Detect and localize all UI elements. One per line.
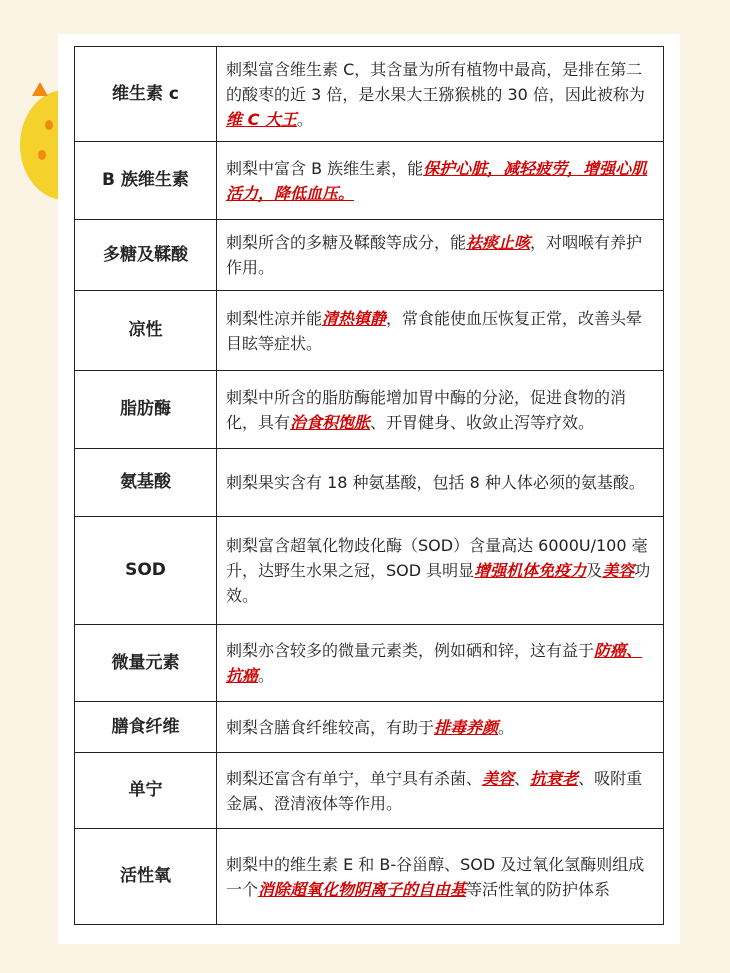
description-text: 、 <box>514 768 531 788</box>
description-text: 功效。 <box>226 561 651 605</box>
highlight-text: 保护心脏，减轻疲劳，增强心肌活力，降低血压。 <box>226 158 648 203</box>
table-row <box>75 449 664 517</box>
nutrient-description <box>217 47 664 142</box>
description-text: 刺梨中富含 B 族维生素，能 <box>226 158 424 178</box>
description-text: 、吸附重金属、澄清液体等作用。 <box>226 768 643 813</box>
table-row <box>75 291 664 371</box>
description-text: 刺梨含膳食纤维较高，有助于 <box>226 717 435 737</box>
nutrient-description <box>217 829 664 925</box>
content-card <box>58 34 680 944</box>
fruit-spike <box>32 82 48 96</box>
nutrient-name: 膳食纤维 <box>75 702 217 753</box>
highlight-text: 维 C 大王 <box>226 109 297 129</box>
nutrient-name: SOD <box>75 517 217 625</box>
highlight-text: 消除超氧化物阴离子的自由基 <box>258 879 467 899</box>
highlight-text: 治食积饱胀 <box>290 412 371 432</box>
table-row <box>75 625 664 702</box>
nutrient-name: B 族维生素 <box>75 142 217 220</box>
nutrient-description <box>217 371 664 449</box>
description-text: 刺梨性凉并能 <box>226 308 323 328</box>
description-text: 刺梨中所含的脂肪酶能增加胃中酶的分泌，促进食物的消化，具有 <box>226 387 627 432</box>
nutrient-name: 脂肪酶 <box>75 371 217 449</box>
highlight-text: 美容 <box>602 561 635 580</box>
nutrient-description <box>217 517 664 625</box>
fruit-dot <box>45 120 53 130</box>
nutrient-name: 微量元素 <box>75 625 217 702</box>
highlight-text: 防癌、抗癌 <box>226 641 643 685</box>
highlight-text: 美容 <box>482 768 515 788</box>
nutrient-description <box>217 142 664 220</box>
nutrient-name: 氨基酸 <box>75 449 217 517</box>
nutrient-name: 单宁 <box>75 753 217 829</box>
description-text: 等活性氧的防护体系 <box>466 879 611 899</box>
table-row <box>75 829 664 925</box>
description-text: 及 <box>586 561 603 580</box>
table-row <box>75 753 664 829</box>
description-text: 刺梨果实含有 18 种氨基酸，包括 8 种人体必须的氨基酸。 <box>226 473 645 492</box>
nutrient-name: 维生素 c <box>75 47 217 142</box>
table-row <box>75 47 664 142</box>
description-text: 。 <box>498 717 515 737</box>
highlight-text: 增强机体免疫力 <box>474 561 587 580</box>
description-text: 、开胃健身、收敛止泻等疗效。 <box>370 412 595 432</box>
fruit-dot <box>38 150 46 160</box>
table-row <box>75 702 664 753</box>
description-text: 刺梨所含的多糖及鞣酸等成分，能 <box>226 233 467 252</box>
table-row <box>75 142 664 220</box>
nutrient-description <box>217 702 664 753</box>
nutrient-description <box>217 625 664 702</box>
table-row <box>75 517 664 625</box>
table-row <box>75 220 664 291</box>
highlight-text: 排毒养颜 <box>434 717 499 737</box>
description-text: 。 <box>258 666 275 685</box>
description-text: 。 <box>296 109 313 129</box>
nutrient-table-body <box>75 47 664 925</box>
nutrient-description <box>217 291 664 371</box>
description-text: ，对咽喉有养护作用。 <box>226 233 643 277</box>
description-text: 刺梨中的维生素 E 和 B-谷甾醇、SOD 及过氧化氢酶则组成一个 <box>226 854 645 899</box>
description-text: 刺梨富含维生素 C，其含量为所有植物中最高，是排在第二的酸枣的近 3 倍，是水果大王猕猴桃的 30 倍，因此被称为 <box>226 59 645 104</box>
description-text: 刺梨富含超氧化物歧化酶（SOD）含量高达 6000U/100 毫升，达野生水果之冠，SOD 具明显 <box>226 536 648 580</box>
highlight-text: 清热镇静 <box>322 308 387 328</box>
nutrient-description <box>217 449 664 517</box>
nutrient-name: 多糖及鞣酸 <box>75 220 217 291</box>
nutrient-name: 凉性 <box>75 291 217 371</box>
highlight-text: 抗衰老 <box>530 768 579 788</box>
description-text: 刺梨还富含有单宁，单宁具有杀菌、 <box>226 768 483 788</box>
nutrient-description <box>217 753 664 829</box>
nutrient-name: 活性氧 <box>75 829 217 925</box>
highlight-text: 祛痰止咳 <box>466 233 531 252</box>
description-text: ，常食能使血压恢复正常，改善头晕目眩等症状。 <box>226 308 643 353</box>
table-row <box>75 371 664 449</box>
nutrient-table <box>74 46 664 925</box>
description-text: 刺梨亦含较多的微量元素类，例如硒和锌，这有益于 <box>226 641 595 660</box>
nutrient-description <box>217 220 664 291</box>
